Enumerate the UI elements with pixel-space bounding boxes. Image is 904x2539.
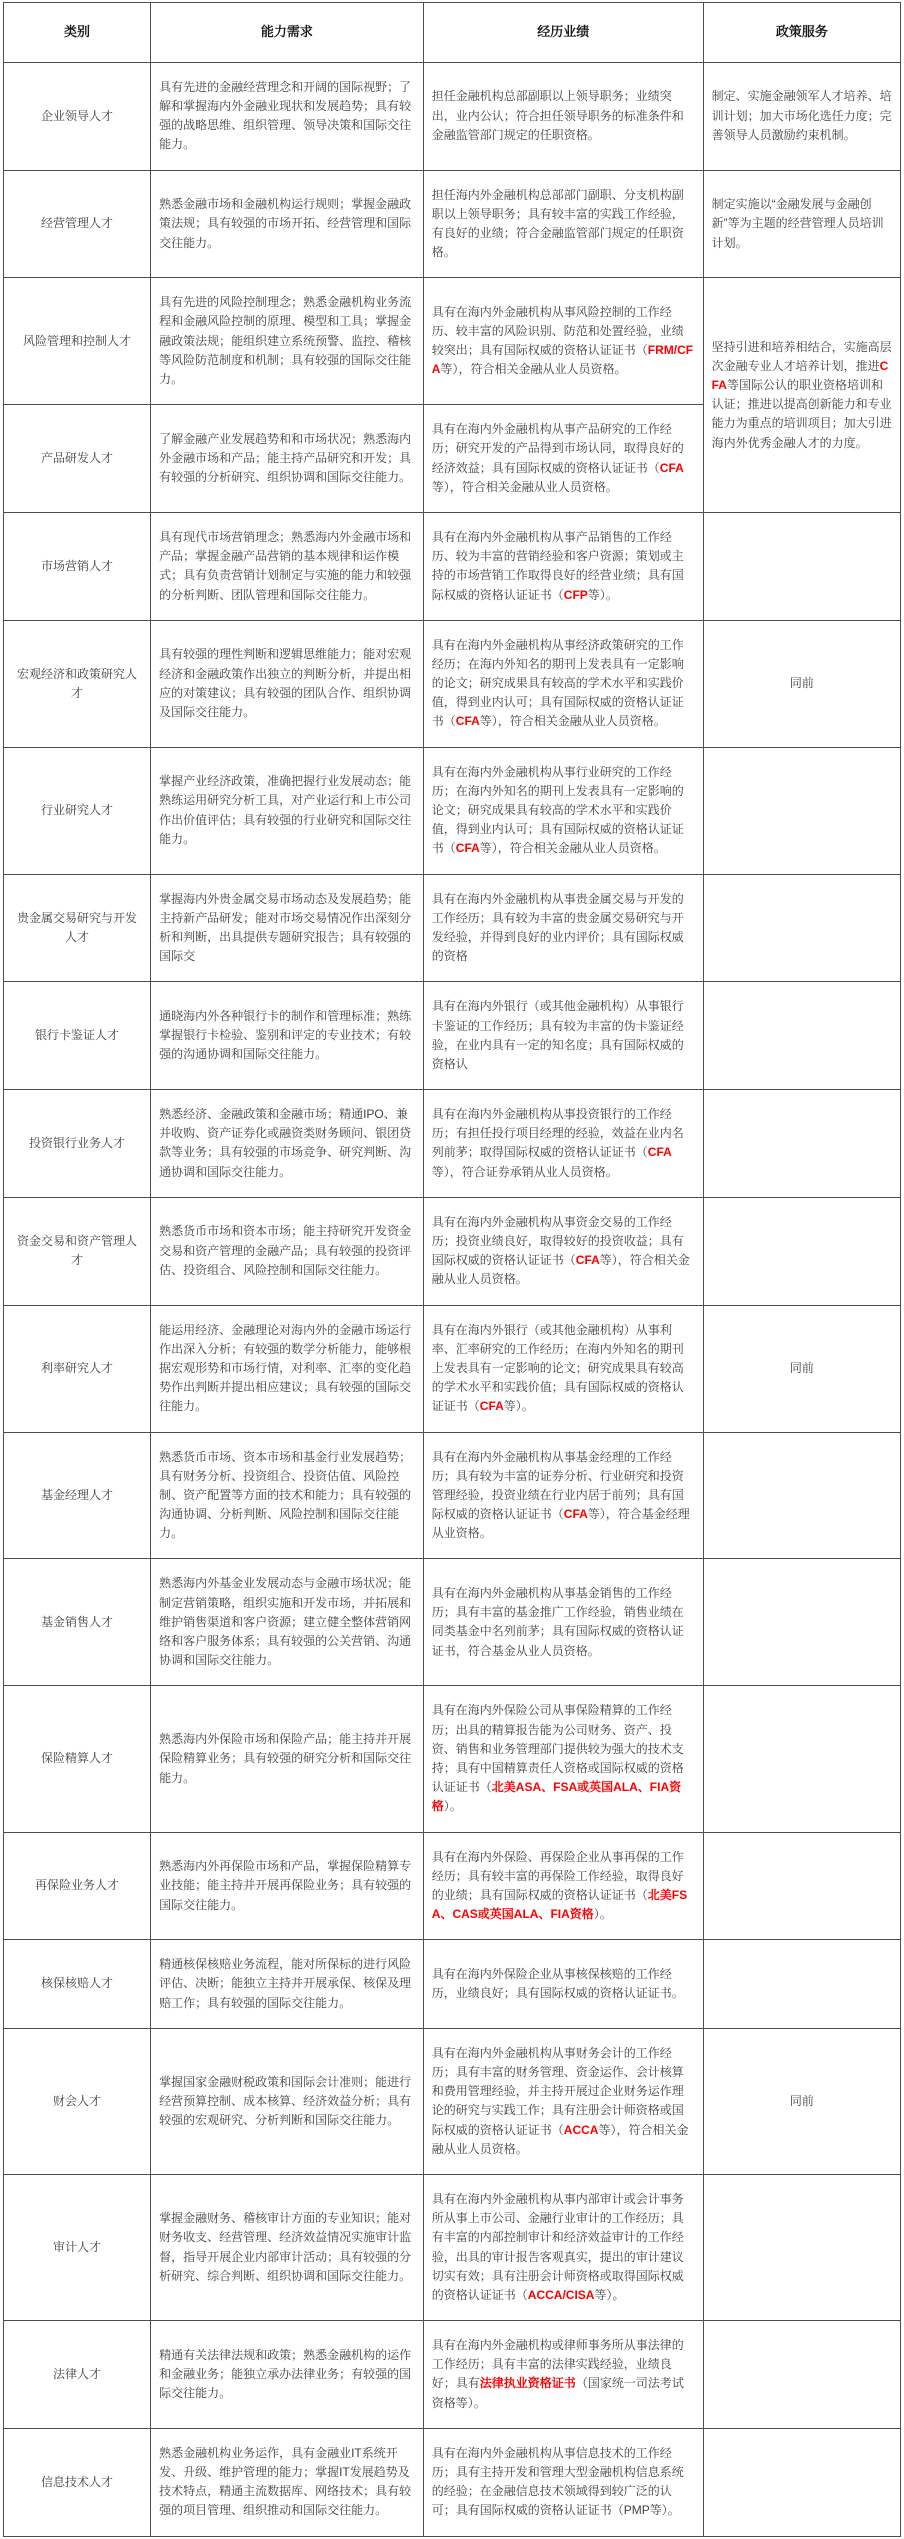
text-segment: 等），符合相关金融从业人员资格。 bbox=[431, 2122, 689, 2156]
column-header-0: 类别 bbox=[4, 3, 151, 63]
ability-requirement-cell: 熟悉海内外基金业发展动态与金融市场状况；能制定营销策略，组织实施和开发市场，并拓展和维护销售渠道和客户资源；建立健全整体营销网络和客户服务体系；具有较强的公关营销、沟通协调和国际交往能力。 bbox=[151, 1559, 424, 1686]
table-row bbox=[4, 2428, 901, 2536]
text-segment: 具有在海内外金融机构从事信息技术的工作经历；具有主持开发和管理大型金融机构信息系统的经验；在金融信息技术领域得到较广泛的认可；具有国际权威的资格认证证书（PMP等）。 bbox=[431, 2445, 684, 2518]
policy-service-cell bbox=[703, 1686, 900, 1832]
category-cell: 基金销售人才 bbox=[4, 1559, 151, 1686]
text-segment: 具有在海内外保险、再保险企业从事再保的工作经历；具有较丰富的再保险工作经验，取得良好的业绩；具有国际权威的资格认证证书（ bbox=[431, 1849, 684, 1902]
category-cell: 保险精算人才 bbox=[4, 1686, 151, 1832]
policy-service-cell bbox=[703, 1832, 900, 1940]
table-row bbox=[4, 1305, 901, 1432]
category-cell: 贵金属交易研究与开发人才 bbox=[4, 874, 151, 982]
certification-highlight: 北美FSA、CAS或英国ALA、FIA资格 bbox=[431, 1887, 688, 1922]
table-row bbox=[4, 1432, 901, 1559]
text-segment: 等），符合相关金融从业人员资格。 bbox=[431, 479, 618, 494]
policy-service-cell bbox=[703, 874, 900, 982]
certification-highlight: CFA bbox=[455, 841, 480, 856]
table-row bbox=[4, 62, 901, 170]
ability-requirement-cell: 掌握海内外贵金属交易市场动态及发展趋势；能主持新产品研发；能对市场交易情况作出深刻分析和判断，出具提供专题研究报告；具有较强的国际交 bbox=[151, 874, 424, 982]
table-row bbox=[4, 747, 901, 874]
table-row bbox=[4, 2321, 901, 2429]
experience-performance-cell bbox=[423, 1559, 703, 1686]
certification-highlight: ACCA/CISA bbox=[527, 2287, 595, 2302]
experience-performance-cell bbox=[423, 278, 703, 405]
policy-service-cell bbox=[703, 1432, 900, 1559]
experience-performance-cell bbox=[423, 1686, 703, 1832]
table-row bbox=[4, 278, 901, 405]
ability-requirement-cell: 掌握金融财务、稽核审计方面的专业知识；能对财务收支、经营管理、经济效益情况实施审计监督，指导开展企业内部审计活动；具有较强的分析研究、综合判断、组织协调和国际交往能力。 bbox=[151, 2174, 424, 2320]
column-header-1: 能力需求 bbox=[151, 3, 424, 63]
category-cell: 信息技术人才 bbox=[4, 2428, 151, 2536]
certification-highlight: CFP bbox=[563, 587, 588, 602]
experience-performance-cell bbox=[423, 2428, 703, 2536]
text-segment: 具有在海内外金融机构从事基金销售的工作经历；具有丰富的基金推广工作经验，销售业绩在同类基金中名列前茅；具有国际权威的资格认证证书，符合基金从业人员资格。 bbox=[431, 1586, 684, 1658]
certification-highlight: FRM/CFA bbox=[431, 343, 694, 377]
certification-highlight: CFA bbox=[455, 714, 480, 729]
certification-highlight: 北美ASA、FSA或英国ALA、FIA资格 bbox=[431, 1780, 682, 1814]
category-cell: 财会人才 bbox=[4, 2028, 151, 2174]
text-segment: 具有在海内外银行（或其他金融机构）从事银行卡鉴证的工作经历；具有较为丰富的伪卡鉴证经验，在业内具有一定的知名度；具有国际权威的资格认 bbox=[431, 999, 684, 1071]
experience-performance-cell bbox=[423, 405, 703, 513]
policy-service-cell bbox=[703, 620, 900, 747]
ability-requirement-cell: 精通有关法律法规和政策；熟悉金融机构的运作和金融业务；能独立承办法律业务；有较强的国际交往能力。 bbox=[151, 2321, 424, 2429]
table-row bbox=[4, 170, 901, 278]
ability-requirement-cell: 熟悉金融市场和金融机构运行规则；掌握金融政策法规；具有较强的市场开拓、经营管理和国际交往能力。 bbox=[151, 170, 424, 278]
category-cell: 核保核赔人才 bbox=[4, 1940, 151, 2029]
experience-performance-cell bbox=[423, 170, 703, 278]
text-segment: 具有在海内外金融机构或律师事务所从事法律的工作经历；具有丰富的法律实践经验，业绩良好；具有 bbox=[431, 2338, 684, 2391]
ability-requirement-cell: 掌握产业经济政策，准确把握行业发展动态；能熟练运用研究分析工具，对产业运行和上市公司作出价值评估；具有较强的行业研究和国际交往能力。 bbox=[151, 747, 424, 874]
ability-requirement-cell: 具有较强的理性判断和逻辑思维能力；能对宏观经济和金融政策作出独立的判断分析，并提出相应的对策建议；具有较强的团队合作、组织协调及国际交往能力。 bbox=[151, 620, 424, 747]
text-segment: 担任海内外金融机构总部部门副职、分支机构副职以上领导职务；具有较丰富的实践工作经验，有良好的业绩；符合金融监管部门规定的任职资格。 bbox=[431, 187, 684, 260]
category-cell: 再保险业务人才 bbox=[4, 1832, 151, 1940]
policy-service-cell bbox=[703, 1940, 900, 2029]
text-segment: 等），符合相关金融从业人员资格。 bbox=[479, 841, 666, 856]
category-cell: 行业研究人才 bbox=[4, 747, 151, 874]
table-row bbox=[4, 982, 901, 1090]
table-row bbox=[4, 1090, 901, 1198]
ability-requirement-cell: 熟悉海内外保险市场和保险产品；能主持并开展保险精算业务；具有较强的研究分析和国际交往能力。 bbox=[151, 1686, 424, 1832]
policy-service-cell bbox=[703, 170, 900, 278]
experience-performance-cell bbox=[423, 512, 703, 620]
ability-requirement-cell: 掌握国家金融财税政策和国际会计准则；能进行经营预算控制、成本核算、经济效益分析；具有较强的宏观研究、分析判断和国际交往能力。 bbox=[151, 2028, 424, 2174]
policy-service-cell bbox=[703, 62, 900, 170]
header-row bbox=[4, 3, 901, 63]
certification-highlight: ACCA bbox=[563, 2122, 599, 2137]
table-row bbox=[4, 1559, 901, 1686]
table-row bbox=[4, 2028, 901, 2174]
text-segment: （国家统一司法考试资格等）。 bbox=[431, 2376, 684, 2410]
category-cell: 银行卡鉴证人才 bbox=[4, 982, 151, 1090]
text-segment: 具有在海内外金融机构从事财务会计的工作经历；具有丰富的财务管理、资金运作、会计核算和费用管理经验，并主持开展过企业财务运作理论的研究与实践工作；具有注册会计师资格或国际权威的资格认证证书（ bbox=[431, 2045, 684, 2137]
experience-performance-cell bbox=[423, 2174, 703, 2320]
text-segment: 具有在海内外金融机构从事资金交易的工作经历；投资业绩良好，取得较好的投资收益；具有国际权威的资格认证证书（ bbox=[431, 1214, 684, 1268]
text-segment: 同前 bbox=[789, 2093, 814, 2108]
ability-requirement-cell: 通晓海内外各种银行卡的制作和管理标准；熟练掌握银行卡检验、鉴别和评定的专业技术；有较强的沟通协调和国际交往能力。 bbox=[151, 982, 424, 1090]
table-row bbox=[4, 2174, 901, 2320]
text-segment: 同前 bbox=[789, 676, 814, 691]
ability-requirement-cell: 能运用经济、金融理论对海内外的金融市场运行作出深入分析；有较强的数学分析能力，能够根据宏观形势和市场行情，对利率、汇率的变化趋势作出判断并提出相应建议；具有较强的国际交往能力。 bbox=[151, 1305, 424, 1432]
policy-service-cell bbox=[703, 278, 900, 513]
experience-performance-cell bbox=[423, 62, 703, 170]
policy-service-cell bbox=[703, 1559, 900, 1686]
table-row bbox=[4, 874, 901, 982]
experience-performance-cell bbox=[423, 1090, 703, 1198]
ability-requirement-cell: 了解金融产业发展趋势和和市场状况；熟悉海内外金融市场和产品；能主持产品研究和开发；具有较强的分析研究、组织协调和国际交往能力。 bbox=[151, 405, 424, 513]
column-header-2: 经历业绩 bbox=[423, 3, 703, 63]
text-segment: 具有在海内外银行（或其他金融机构）从事利率、汇率研究的工作经历；在海内外知名的期刊上发表具有一定影响的论文；研究成果具有较高的学术水平和实践价值；具有国际权威的资格认证证书（ bbox=[431, 1322, 684, 1414]
policy-service-cell bbox=[703, 982, 900, 1090]
table-row bbox=[4, 1832, 901, 1940]
certification-highlight: CFA bbox=[659, 460, 684, 475]
certification-highlight: CFA bbox=[575, 1253, 600, 1268]
text-segment: 等国际公认的职业资格培训和认证；推进以提高创新能力和专业能力为重点的培训项目；加大引进海内外优秀金融人才的力度。 bbox=[711, 377, 892, 450]
policy-service-cell bbox=[703, 2028, 900, 2174]
experience-performance-cell bbox=[423, 1197, 703, 1305]
text-segment: 具有在海内外保险公司从事保险精算的工作经历；出具的精算报告能为公司财务、资产、投资、销售和业务管理部门提供较为强大的技术支持；具有中国精算责任人资格或国际权威的资格认证证书（ bbox=[431, 1703, 684, 1795]
column-header-3: 政策服务 bbox=[703, 3, 900, 63]
text-segment: 具有在海内外金融机构从事行业研究的工作经历；在海内外知名的期刊上发表具有一定影响的论文；研究成果具有较高的学术水平和实践价值，得到业内认可；具有国际权威的资格认证证书（ bbox=[431, 764, 684, 856]
table-row bbox=[4, 620, 901, 747]
ability-requirement-cell: 熟悉金融机构业务运作，具有金融业IT系统开发、升级、维护管理的能力；掌握IT发展趋势及技术特点，精通主流数据库、网络技术；具有较强的项目管理、组织推动和国际交往能力。 bbox=[151, 2428, 424, 2536]
ability-requirement-cell: 具有先进的风险控制理念；熟悉金融机构业务流程和金融风险控制的原理、模型和工具；掌握金融政策法规；能组织建立系统预警、监控、稽核等风险防范制度和机制；具有较强的国际交往能力。 bbox=[151, 278, 424, 405]
category-cell: 投资银行业务人才 bbox=[4, 1090, 151, 1198]
text-segment: 具有在海内外金融机构从事风险控制的工作经历、较丰富的风险识别、防范和处置经验，业绩较突出；具有国际权威的资格认证证书（ bbox=[431, 304, 684, 358]
certification-highlight: 法律执业资格证书 bbox=[479, 2376, 576, 2391]
policy-service-cell bbox=[703, 2321, 900, 2429]
experience-performance-cell bbox=[423, 2321, 703, 2429]
certification-highlight: CFA bbox=[479, 1399, 504, 1414]
table-row bbox=[4, 1197, 901, 1305]
text-segment: 具有在海内外金融机构从事投资银行的工作经历；有担任投行项目经理的经验，效益在业内名列前茅；取得国际权威的资格认证证书（ bbox=[431, 1107, 684, 1160]
text-segment: 等）。 bbox=[503, 1399, 534, 1414]
category-cell: 法律人才 bbox=[4, 2321, 151, 2429]
category-cell: 市场营销人才 bbox=[4, 512, 151, 620]
text-segment: 等），符合相关金融从业人员资格。 bbox=[431, 1253, 690, 1287]
experience-performance-cell bbox=[423, 1940, 703, 2029]
text-segment: 同前 bbox=[789, 1360, 814, 1375]
category-cell: 产品研发人才 bbox=[4, 405, 151, 513]
category-cell: 资金交易和资产管理人才 bbox=[4, 1197, 151, 1305]
text-segment: 具有在海内外金融机构从事产品研究的工作经历；研究开发的产品得到市场认同，取得良好的经济效益；具有国际权威的资格认证证书（ bbox=[431, 422, 684, 475]
table-header bbox=[4, 3, 901, 63]
category-cell: 风险管理和控制人才 bbox=[4, 278, 151, 405]
ability-requirement-cell: 熟悉经济、金融政策和金融市场；精通IPO、兼并收购、资产证券化或融资类财务顾问、银团贷款等业务；具有较强的市场竞争、研究判断、沟通协调和国际交往能力。 bbox=[151, 1090, 424, 1198]
text-segment: ）。 bbox=[593, 1907, 612, 1922]
category-cell: 利率研究人才 bbox=[4, 1305, 151, 1432]
text-segment: 等）。 bbox=[594, 2287, 625, 2302]
text-segment: 坚持引进和培养相结合，实施高层次金融专业人才培养计划，推进 bbox=[711, 339, 892, 373]
table-row bbox=[4, 1940, 901, 2029]
table-row bbox=[4, 512, 901, 620]
text-segment: 等），符合证券承销从业人员资格。 bbox=[431, 1164, 618, 1179]
experience-performance-cell bbox=[423, 1305, 703, 1432]
ability-requirement-cell: 熟悉海内外再保险市场和产品，掌握保险精算专业技能；能主持并开展再保险业务；具有较强的国际交往能力。 bbox=[151, 1832, 424, 1940]
text-segment: 具有在海内外金融机构从事基金经理的工作经历；具有较为丰富的证券分析、行业研究和投资管理经验，投资业绩在行业内居于前列；具有国际权威的资格认证证书（ bbox=[431, 1449, 684, 1522]
policy-service-cell bbox=[703, 1197, 900, 1305]
financial-talent-table bbox=[3, 2, 901, 2537]
category-cell: 宏观经济和政策研究人才 bbox=[4, 620, 151, 747]
experience-performance-cell bbox=[423, 982, 703, 1090]
table-row bbox=[4, 1686, 901, 1832]
text-segment: 具有在海内外金融机构从事经济政策研究的工作经历；在海内外知名的期刊上发表具有一定影响的论文；研究成果具有较高的学术水平和实践价值，得到业内认可；具有国际权威的资格认证证书（ bbox=[431, 637, 684, 729]
text-segment: 具有在海内外金融机构从事内部审计或会计事务所从事上市公司、金融行业审计的工作经历；具有丰富的内部控制审计和经济效益审计的工作经验，出具的审计报告客观真实，提出的审计建议切实有效；具有注册会计师资格或取得国际权威的资格认证证书（ bbox=[431, 2191, 684, 2302]
policy-service-cell bbox=[703, 1305, 900, 1432]
ability-requirement-cell: 精通核保核赔业务流程，能对所保标的进行风险评估、决断；能独立主持并开展承保、核保及理赔工作；具有较强的国际交往能力。 bbox=[151, 1940, 424, 2029]
text-segment: 具有在海内外金融机构从事贵金属交易与开发的工作经历；具有较为丰富的贵金属交易研究与开发经验，并得到良好的业内评价；具有国际权威的资格 bbox=[431, 891, 684, 964]
text-segment: 制定实施以“金融发展与金融创新”等为主题的经营管理人员培训计划。 bbox=[711, 197, 884, 250]
text-segment: 具有在海内外金融机构从事产品销售的工作经历、较为丰富的营销经验和客户资源；策划或主持的市场营销工作取得良好的经营业绩；具有国际权威的资格认证证书（ bbox=[431, 529, 684, 602]
policy-service-cell bbox=[703, 512, 900, 620]
ability-requirement-cell: 熟悉货币市场、资本市场和基金行业发展趋势；具有财务分析、投资组合、投资估值、风险控制、资产配置等方面的技术和能力；具有较强的沟通协调、分析判断、风险控制和国际交往能力。 bbox=[151, 1432, 424, 1559]
text-segment: 具有在海内外保险企业从事核保核赔的工作经历，业绩良好；具有国际权威的资格认证证书。 bbox=[431, 1966, 684, 2001]
text-segment: 等），符合相关金融从业人员资格。 bbox=[440, 362, 627, 377]
text-segment: 等），符合相关金融从业人员资格。 bbox=[479, 714, 666, 729]
table-body bbox=[4, 62, 901, 2536]
category-cell: 基金经理人才 bbox=[4, 1432, 151, 1559]
text-segment: 制定、实施金融领军人才培养、培训计划；加大市场化选任力度；完善领导人员激励约束机制。 bbox=[711, 89, 892, 142]
text-segment: 担任金融机构总部副职以上领导职务；业绩突出，业内公认；符合担任领导职务的标准条件和金融监管部门规定的任职资格。 bbox=[431, 89, 684, 142]
category-cell: 企业领导人才 bbox=[4, 62, 151, 170]
experience-performance-cell bbox=[423, 874, 703, 982]
certification-highlight: CFA bbox=[711, 358, 889, 392]
experience-performance-cell bbox=[423, 620, 703, 747]
ability-requirement-cell: 熟悉货币市场和资本市场；能主持研究开发资金交易和资产管理的金融产品；具有较强的投资评估、投资组合、风险控制和国际交往能力。 bbox=[151, 1197, 424, 1305]
category-cell: 审计人才 bbox=[4, 2174, 151, 2320]
policy-service-cell bbox=[703, 747, 900, 874]
experience-performance-cell bbox=[423, 1432, 703, 1559]
experience-performance-cell bbox=[423, 747, 703, 874]
text-segment: 等），符合基金经理从业资格。 bbox=[431, 1507, 690, 1541]
policy-service-cell bbox=[703, 2428, 900, 2536]
certification-highlight: CFA bbox=[563, 1507, 588, 1522]
policy-service-cell bbox=[703, 2174, 900, 2320]
category-cell: 经营管理人才 bbox=[4, 170, 151, 278]
text-segment: ）。 bbox=[443, 1799, 462, 1814]
ability-requirement-cell: 具有先进的金融经营理念和开阔的国际视野；了解和掌握海内外金融业现状和发展趋势；具有较强的战略思维、组织管理、领导决策和国际交往能力。 bbox=[151, 62, 424, 170]
text-segment: 等）。 bbox=[587, 587, 618, 602]
ability-requirement-cell: 具有现代市场营销理念；熟悉海内外金融市场和产品；掌握金融产品营销的基本规律和运作模式；具有负责营销计划制定与实施的能力和较强的分析判断、团队管理和国际交往能力。 bbox=[151, 512, 424, 620]
policy-service-cell bbox=[703, 1090, 900, 1198]
experience-performance-cell bbox=[423, 2028, 703, 2174]
experience-performance-cell bbox=[423, 1832, 703, 1940]
certification-highlight: CFA bbox=[647, 1145, 672, 1160]
